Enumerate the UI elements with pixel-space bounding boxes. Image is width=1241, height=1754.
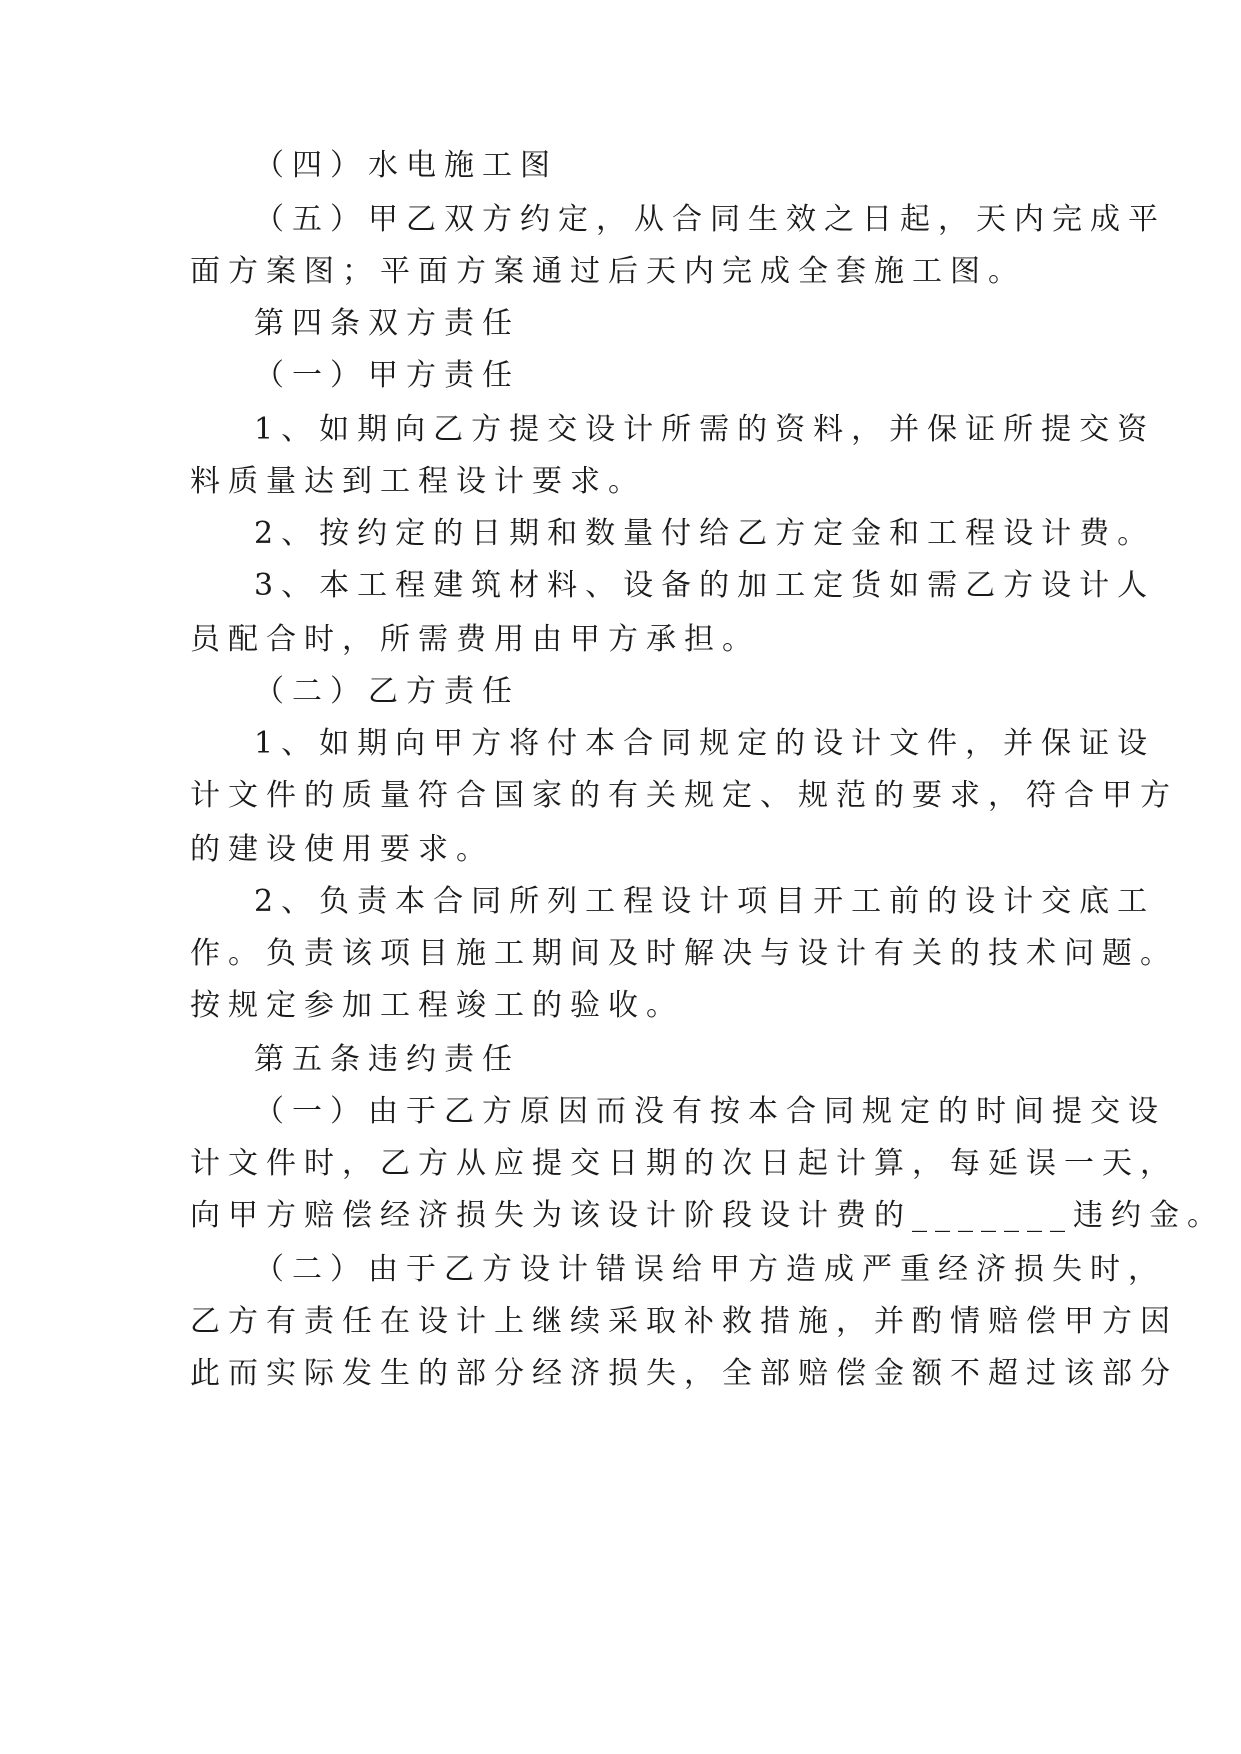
paragraph-line: 按规定参加工程竣工的验收。 xyxy=(190,988,684,1023)
section-heading: 第五条违约责任 xyxy=(254,1042,520,1077)
paragraph-line: 员配合时，所需费用由甲方承担。 xyxy=(190,622,760,657)
paragraph-line: （一）由于乙方原因而没有按本合同规定的时间提交设 xyxy=(254,1094,1166,1129)
paragraph-line: 2、按约定的日期和数量付给乙方定金和工程设计费。 xyxy=(254,516,1156,551)
paragraph-line: 1、如期向乙方提交设计所需的资料，并保证所提交资 xyxy=(254,412,1156,447)
paragraph-line: 3、本工程建筑材料、设备的加工定货如需乙方设计人 xyxy=(254,568,1156,603)
paragraph-line: 作。负责该项目施工期间及时解决与设计有关的技术问题。 xyxy=(190,936,1178,971)
paragraph-line: （四）水电施工图 xyxy=(254,148,558,183)
paragraph-line: 的建设使用要求。 xyxy=(190,832,494,867)
paragraph-line: （五）甲乙双方约定，从合同生效之日起，天内完成平 xyxy=(254,202,1166,237)
section-heading: 第四条双方责任 xyxy=(254,306,520,341)
paragraph-line: 料质量达到工程设计要求。 xyxy=(190,464,646,499)
paragraph-line: 此而实际发生的部分经济损失，全部赔偿金额不超过该部分 xyxy=(190,1356,1178,1391)
subsection-heading: （二）乙方责任 xyxy=(254,674,520,709)
paragraph-line: 乙方有责任在设计上继续采取补救措施，并酌情赔偿甲方因 xyxy=(190,1304,1178,1339)
paragraph-line: （二）由于乙方设计错误给甲方造成严重经济损失时， xyxy=(254,1252,1166,1287)
subsection-heading: （一）甲方责任 xyxy=(254,358,520,393)
paragraph-line: 1、如期向甲方将付本合同规定的设计文件，并保证设 xyxy=(254,726,1156,761)
paragraph-line: 面方案图；平面方案通过后天内完成全套施工图。 xyxy=(190,254,1026,289)
paragraph-line: 向甲方赔偿经济损失为该设计阶段设计费的_______违约金。 xyxy=(190,1198,1225,1233)
paragraph-line: 计文件时，乙方从应提交日期的次日起计算，每延误一天， xyxy=(190,1146,1178,1181)
paragraph-line: 2、负责本合同所列工程设计项目开工前的设计交底工 xyxy=(254,884,1156,919)
paragraph-line: 计文件的质量符合国家的有关规定、规范的要求，符合甲方 xyxy=(190,778,1178,813)
